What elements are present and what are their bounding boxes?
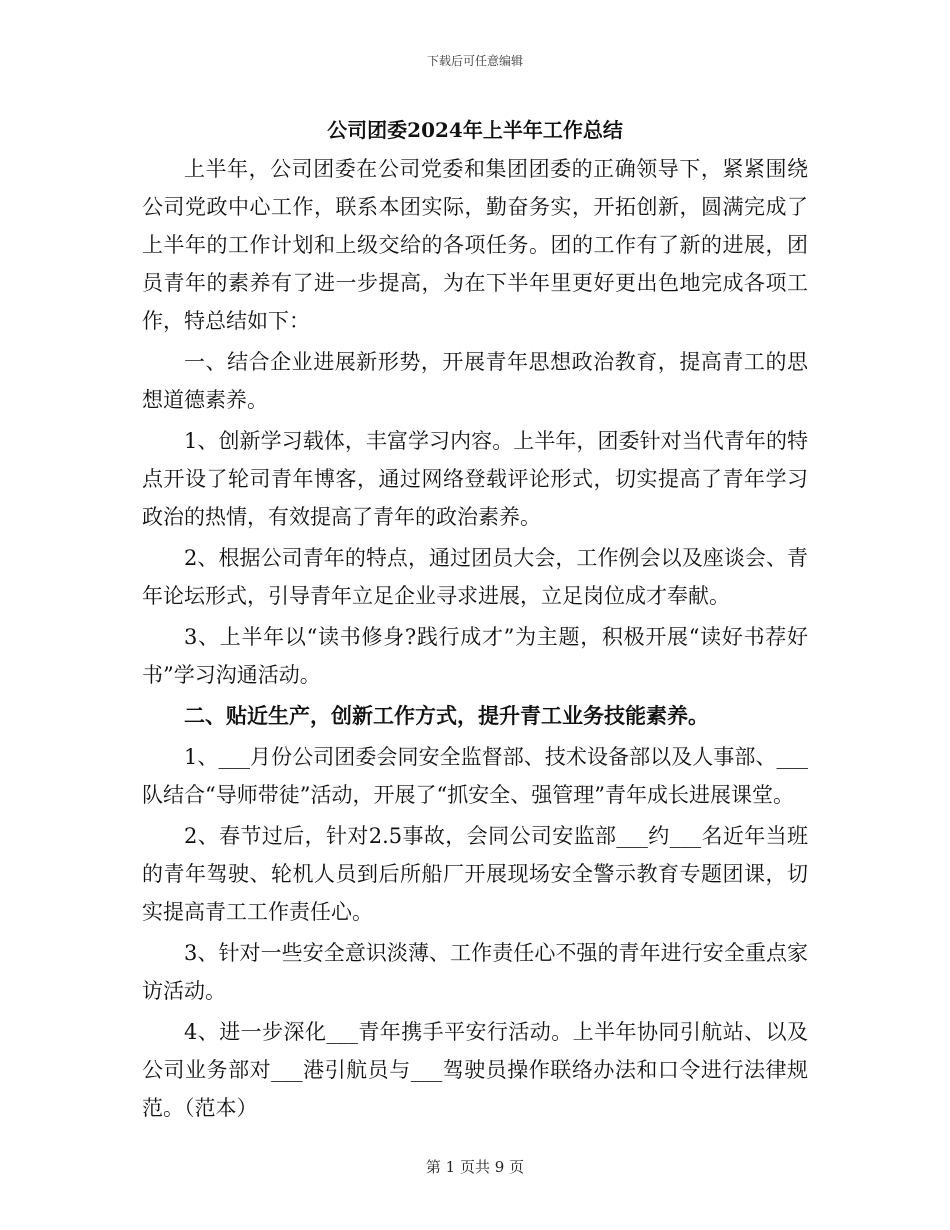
paragraph-section-2-heading: 二、贴近生产，创新工作方式，提升青工业务技能素养。: [184, 703, 709, 728]
paragraph-intro: 上半年，公司团委在公司党委和集团团委的正确领导下，紧紧围绕公司党政中心工作，联系本团实际，勤奋务实，开拓创新，圆满完成了上半年的工作计划和上级交给的各项任务。团的工作有了新的进展，团员青年的素养有了进一步提高，为在下半年里更好更出色地完成各项工作，特总结如下：: [142, 157, 808, 333]
document-body: [142, 112, 808, 1130]
document-title: 公司团委2024年上半年工作总结: [327, 118, 623, 142]
paragraph-item-2-3: 3、针对一些安全意识淡薄、工作责任心不强的青年进行安全重点家访活动。: [142, 941, 808, 1003]
paragraph-section-1-heading: 一、结合企业进展新形势，开展青年思想政治教育，提高青工的思想道德素养。: [142, 350, 808, 412]
page-header-note: 下载后可任意编辑: [426, 54, 523, 68]
paragraph-item-2-2: 2、春节过后，针对2.5事故，会同公司安监部___约___名近年当班的青年驾驶、轮机人员到后所船厂开展现场安全警示教育专题团课，切实提高青工工作责任心。: [142, 824, 808, 924]
paragraph-item-2-4: 4、进一步深化___青年携手平安行活动。上半年协同引航站、以及公司业务部对___港引航员与___驾驶员操作联络办法和口令进行法律规范。（范本）: [142, 1020, 808, 1120]
paragraph-item-2-1: 1、___月份公司团委会同安全监督部、技术设备部以及人事部、___队结合“导师带徒”活动，开展了“抓安全、强管理”青年成长进展课堂。: [142, 745, 808, 807]
paragraph-item-1-3: 3、上半年以“读书修身?践行成才”为主题，积极开展“读好书荐好书”学习沟通活动。: [142, 625, 808, 687]
paragraph-item-1-1: 1、创新学习载体，丰富学习内容。上半年，团委针对当代青年的特点开设了轮司青年博客，通过网络登载评论形式，切实提高了青年学习政治的热情，有效提高了青年的政治素养。: [142, 429, 808, 529]
paragraph-item-1-2: 2、根据公司青年的特点，通过团员大会，工作例会以及座谈会、青年论坛形式，引导青年立足企业寻求进展，立足岗位成才奉献。: [142, 546, 808, 608]
page-number: 第 1 页共 9 页: [425, 1158, 525, 1176]
